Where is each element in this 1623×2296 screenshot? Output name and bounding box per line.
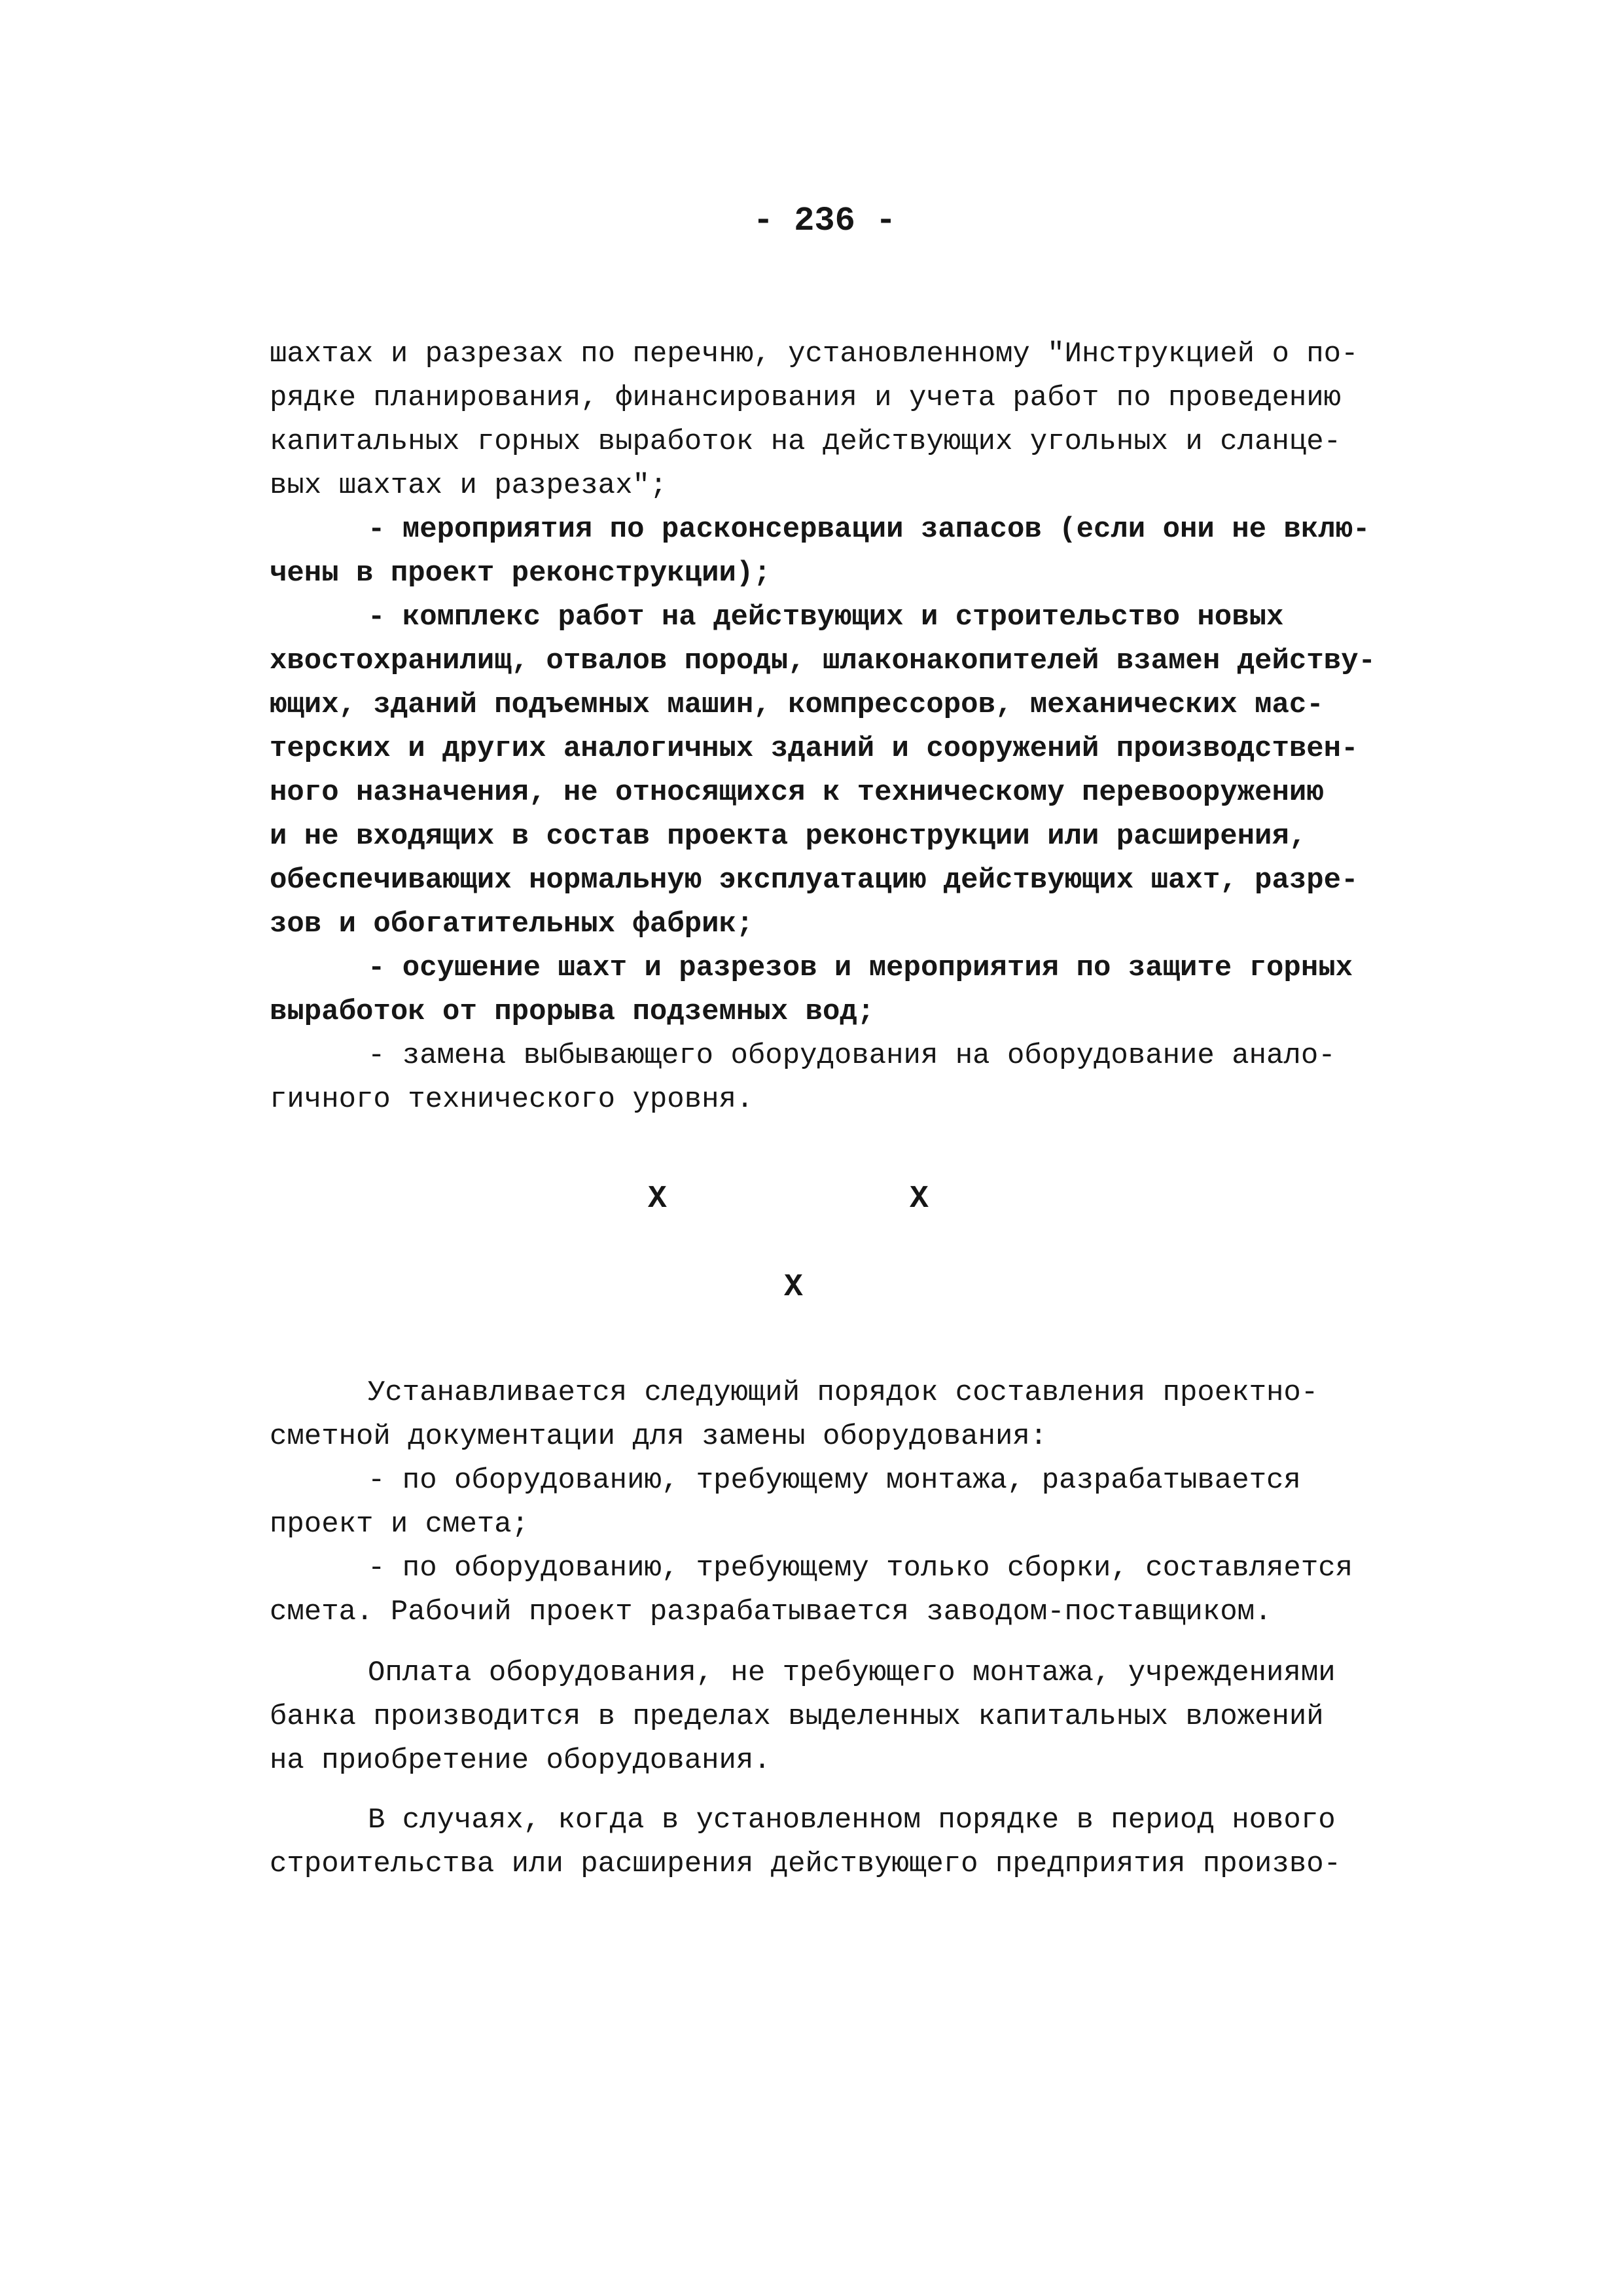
text-line: на приобретение оборудования.	[270, 1744, 771, 1777]
text-line: ющих, зданий подъемных машин, компрессоров, механических мас-	[270, 689, 1324, 721]
text-line: гичного технического уровня.	[270, 1083, 754, 1116]
body-text-section-2	[270, 1371, 1402, 1634]
text-line: зов и обогатительных фабрик;	[270, 908, 754, 941]
text-line: вых шахтах и разрезах";	[270, 469, 668, 502]
list-item-line: - замена выбывающего оборудования на оборудование анало-	[368, 1039, 1336, 1072]
text-line: ного назначения, не относящихся к техническому перевооружению	[270, 776, 1324, 809]
text-line: хвостохранилищ, отвалов породы, шлаконакопителей взамен действу-	[270, 645, 1376, 677]
text-line: банка производится в пределах выделенных капитальных вложений	[270, 1700, 1324, 1733]
text-line: проект и смета;	[270, 1508, 529, 1541]
list-item-line: - комплекс работ на действующих и строительство новых	[368, 601, 1284, 634]
text-line: шахтах и разрезах по перечню, установленному "Инструкцией о по-	[270, 338, 1359, 370]
text-line: терских и других аналогичных зданий и сооружений производствен-	[270, 732, 1359, 765]
text-line: сметной документации для замены оборудования:	[270, 1420, 1048, 1453]
text-line: и не входящих в состав проекта реконструкции или расширения,	[270, 820, 1307, 853]
separator-mark-right: Х	[910, 1181, 929, 1217]
text-line: строительства или расширения действующего предприятия произво-	[270, 1848, 1342, 1880]
paragraph-first-line: В случаях, когда в установленном порядке в период нового	[368, 1804, 1336, 1837]
list-item-line: - по оборудованию, требующему только сборки, составляется	[368, 1552, 1353, 1585]
page-number: - 236 -	[753, 202, 897, 240]
text-line: чены в проект реконструкции);	[270, 557, 771, 590]
separator-mark-left: Х	[648, 1181, 667, 1217]
list-item-line: - по оборудованию, требующему монтажа, разрабатывается	[368, 1464, 1301, 1497]
text-line: смета. Рабочий проект разрабатывается заводом-поставщиком.	[270, 1596, 1272, 1628]
paragraph-first-line: Оплата оборудования, не требующего монтажа, учреждениями	[368, 1657, 1336, 1689]
text-line: выработок от прорыва подземных вод;	[270, 996, 875, 1028]
text-line: обеспечивающих нормальную эксплуатацию действующих шахт, разре-	[270, 864, 1359, 897]
list-item-line: - осушение шахт и разрезов и мероприятия по защите горных	[368, 952, 1353, 984]
paragraph-first-line: Устанавливается следующий порядок составления проектно-	[368, 1376, 1319, 1409]
body-text-section-1	[270, 332, 1402, 1122]
body-text-section-3	[270, 1651, 1402, 1783]
text-line: капитальных горных выработок на действующих угольных и сланце-	[270, 425, 1342, 458]
body-text-section-4	[270, 1799, 1402, 1886]
list-item-line: - мероприятия по расконсервации запасов (если они не вклю-	[368, 513, 1370, 546]
separator-mark-center: Х	[784, 1270, 803, 1305]
text-line: рядке планирования, финансирования и учета работ по проведению	[270, 382, 1342, 414]
